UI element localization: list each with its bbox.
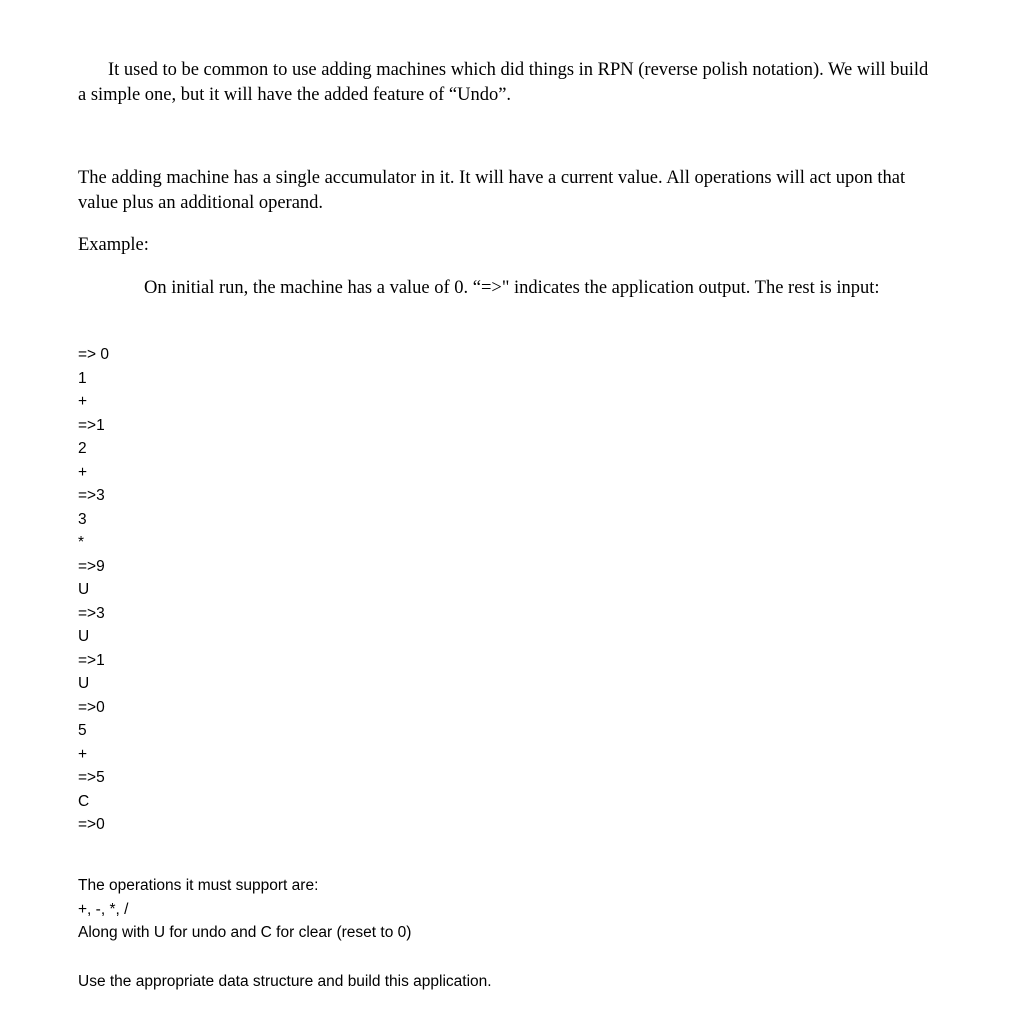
input-line: + bbox=[78, 393, 88, 410]
closing-instruction: Use the appropriate data structure and build this application. bbox=[78, 973, 492, 990]
input-line: + bbox=[78, 463, 88, 481]
operations-heading: The operations it must support are: bbox=[78, 877, 319, 894]
output-line: =>1 bbox=[78, 651, 105, 669]
input-line: 3 bbox=[78, 510, 87, 528]
output-line: =>9 bbox=[78, 557, 105, 575]
output-line: => 0 bbox=[78, 346, 110, 363]
input-line: 2 bbox=[78, 440, 87, 457]
input-line: 1 bbox=[78, 369, 87, 387]
input-line: C bbox=[78, 792, 90, 810]
input-line: * bbox=[78, 534, 85, 551]
input-line: U bbox=[78, 628, 90, 645]
operations-extra: Along with U for undo and C for clear (reset to 0) bbox=[78, 924, 412, 941]
input-line: U bbox=[78, 581, 90, 598]
output-line: =>1 bbox=[78, 416, 105, 434]
example-heading: Example: bbox=[78, 235, 149, 255]
output-line: =>5 bbox=[78, 769, 105, 786]
input-line: 5 bbox=[78, 722, 87, 739]
operations-section bbox=[78, 874, 938, 945]
input-line: U bbox=[78, 675, 90, 692]
session-transcript bbox=[78, 343, 938, 837]
output-line: =>3 bbox=[78, 487, 105, 504]
operations-list: +, -, *, / bbox=[78, 900, 129, 918]
input-line: + bbox=[78, 745, 88, 763]
example-description: On initial run, the machine has a value of 0. “=>" indicates the application output. The rest is input: bbox=[144, 278, 880, 298]
accumulator-paragraph: The adding machine has a single accumulator in it. It will have a current value. All operations will act upon that value plus an additional operand. bbox=[78, 168, 906, 213]
intro-paragraph: It used to be common to use adding machines which did things in RPN (reverse polish notation). We will build a simple one, but it will have the added feature of “Undo”. bbox=[78, 60, 929, 105]
output-line: =>3 bbox=[78, 604, 105, 622]
output-line: =>0 bbox=[78, 698, 105, 716]
output-line: =>0 bbox=[78, 816, 105, 833]
